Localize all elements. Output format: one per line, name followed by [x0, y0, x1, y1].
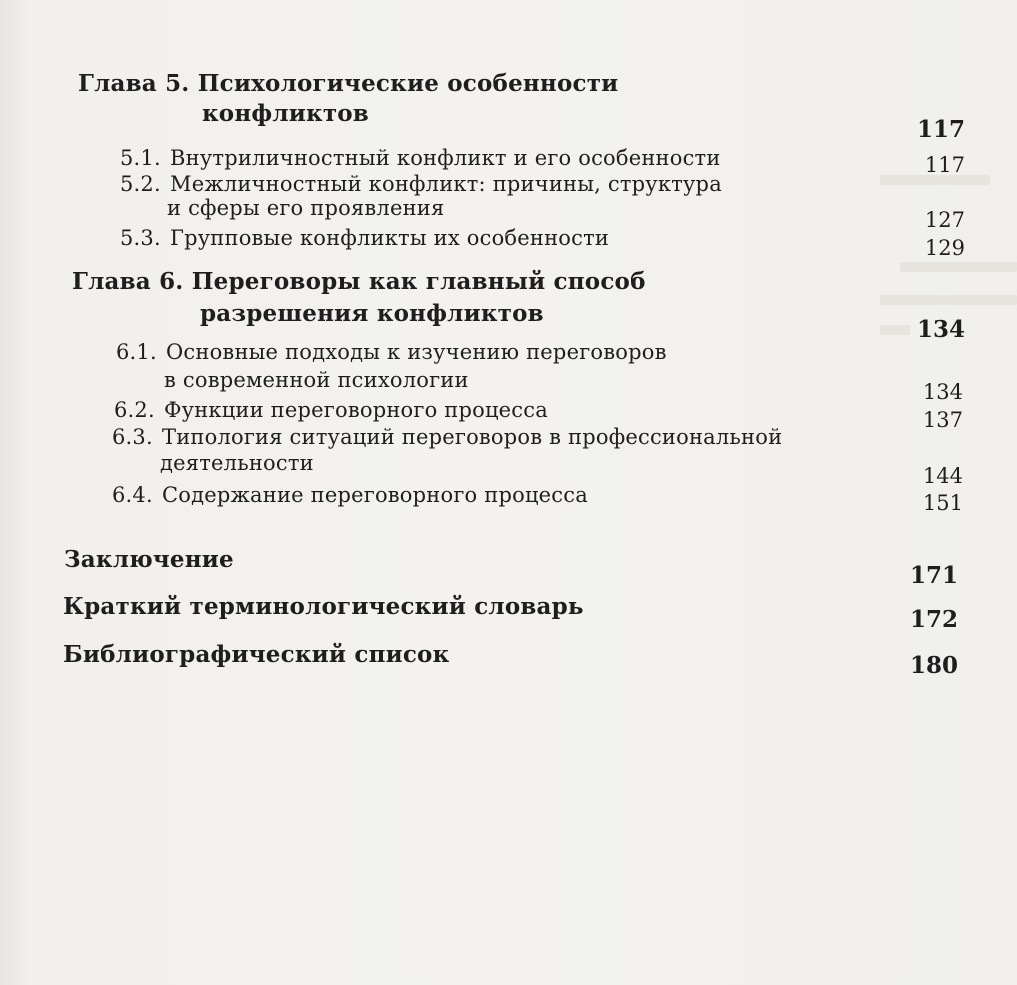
- section-5-2-title-line2: и сферы его проявления: [167, 196, 445, 220]
- bibliography-title: Библиографический список: [63, 641, 450, 668]
- section-5-2-page: 127: [924, 208, 965, 232]
- section-5-1-number: 5.1.: [120, 146, 161, 170]
- bibliography-page: 180: [909, 652, 958, 679]
- section-6-3-title-line2: деятельности: [160, 451, 314, 475]
- conclusion-page: 171: [909, 562, 958, 589]
- section-6-1-number: 6.1.: [116, 340, 157, 364]
- section-5-3-title: Групповые конфликты их особенности: [170, 226, 610, 250]
- section-6-2-number: 6.2.: [114, 398, 155, 422]
- section-6-4-title: Содержание переговорного процесса: [162, 483, 588, 507]
- chapter-5-title-line1: Глава 5. Психологические особенности: [78, 70, 619, 97]
- section-6-2-title: Функции переговорного процесса: [164, 398, 548, 422]
- section-6-1-page: 134: [922, 380, 963, 404]
- chapter-6-page: 134: [916, 316, 965, 343]
- section-6-4-page: 151: [922, 491, 963, 515]
- chapter-6-title-line1: Глава 6. Переговоры как главный способ: [72, 268, 646, 295]
- section-6-3-number: 6.3.: [112, 425, 153, 449]
- chapter-5-page: 117: [916, 116, 965, 143]
- section-5-3-number: 5.3.: [120, 226, 161, 250]
- section-5-1-title: Внутриличностный конфликт и его особенности: [170, 146, 721, 170]
- section-6-4-number: 6.4.: [112, 483, 153, 507]
- section-6-1-title-line2: в современной психологии: [164, 368, 469, 392]
- section-6-3-page: 144: [922, 464, 963, 488]
- section-6-3-title: Типология ситуаций переговоров в профессиональной: [162, 425, 783, 449]
- section-5-3-page: 129: [924, 236, 965, 260]
- section-5-2-number: 5.2.: [120, 172, 161, 196]
- glossary-title: Краткий терминологический словарь: [63, 593, 584, 620]
- section-5-1-page: 117: [924, 153, 965, 177]
- section-6-2-page: 137: [922, 408, 963, 432]
- section-6-1-title: Основные подходы к изучению переговоров: [166, 340, 667, 364]
- section-5-2-title: Межличностный конфликт: причины, структура: [170, 172, 722, 196]
- glossary-page: 172: [909, 606, 958, 633]
- conclusion-title: Заключение: [64, 546, 234, 573]
- chapter-6-title-line2: разрешения конфликтов: [200, 300, 544, 327]
- chapter-5-title-line2: конфликтов: [202, 100, 369, 127]
